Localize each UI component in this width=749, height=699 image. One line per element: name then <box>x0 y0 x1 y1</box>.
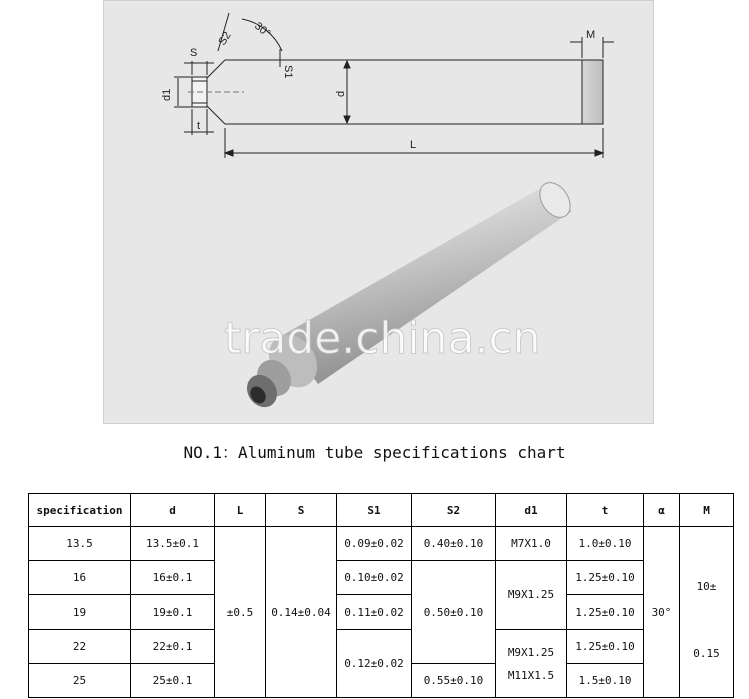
cell-d: 25±0.1 <box>131 663 215 697</box>
header-row <box>29 494 734 527</box>
header-alpha: α <box>644 494 680 527</box>
header-S: S <box>266 494 337 527</box>
header-L: L <box>215 494 266 527</box>
cell-d1: M9X1.25 <box>496 561 567 629</box>
cell-d1-line2: M11X1.5 <box>507 669 555 683</box>
dimension-labels <box>161 20 595 151</box>
tube-illustration <box>104 1 655 425</box>
cell-specification: 13.5 <box>29 527 131 561</box>
header-d1: d1 <box>496 494 567 527</box>
label-d1: d1 <box>161 88 173 101</box>
cell-d: 13.5±0.1 <box>131 527 215 561</box>
label-S: S <box>190 47 198 59</box>
header-specification: specification <box>29 494 131 527</box>
cell-t: 1.25±0.10 <box>567 561 644 595</box>
label-d: d <box>335 90 347 97</box>
table-row <box>29 595 734 629</box>
label-S1: S1 <box>282 65 294 79</box>
cell-d: 22±0.1 <box>131 629 215 663</box>
cell-M-line2: 0.15 <box>693 647 720 661</box>
figure-caption: NO.1：Aluminum tube specifications chart <box>183 443 566 462</box>
product-figure <box>103 0 654 424</box>
table-row <box>29 629 734 663</box>
cell-alpha: 30° <box>644 527 680 698</box>
header-S1: S1 <box>337 494 412 527</box>
cell-S2: 0.50±0.10 <box>412 561 496 663</box>
cell-specification: 19 <box>29 595 131 629</box>
cell-S2: 0.55±0.10 <box>412 663 496 697</box>
header-S2: S2 <box>412 494 496 527</box>
table-row <box>29 561 734 595</box>
cell-M <box>680 527 734 698</box>
label-angle: 30° <box>252 20 273 40</box>
label-S2: S2 <box>216 29 234 48</box>
table-row <box>29 527 734 561</box>
cell-d: 16±0.1 <box>131 561 215 595</box>
watermark-text: trade.china.cn <box>224 313 541 364</box>
header-M: M <box>680 494 734 527</box>
spec-table <box>28 493 734 698</box>
label-t: t <box>197 120 201 132</box>
cell-S1: 0.09±0.02 <box>337 527 412 561</box>
cell-specification: 22 <box>29 629 131 663</box>
label-M: M <box>586 29 596 41</box>
technical-drawing <box>174 13 614 158</box>
cell-specification: 16 <box>29 561 131 595</box>
label-L: L <box>410 139 417 151</box>
cell-S1: 0.10±0.02 <box>337 561 412 595</box>
header-d: d <box>131 494 215 527</box>
cell-t: 1.25±0.10 <box>567 595 644 629</box>
cell-t: 1.25±0.10 <box>567 629 644 663</box>
cell-d1: M7X1.0 <box>496 527 567 561</box>
cell-M-line1: 10± <box>696 580 717 594</box>
header-t: t <box>567 494 644 527</box>
cell-t: 1.5±0.10 <box>567 663 644 697</box>
cell-d1-line1: M9X1.25 <box>507 646 555 660</box>
cell-S1: 0.11±0.02 <box>337 595 412 629</box>
cell-d1 <box>496 629 567 697</box>
cell-S1: 0.12±0.02 <box>337 629 412 697</box>
cell-d: 19±0.1 <box>131 595 215 629</box>
cell-S2: 0.40±0.10 <box>412 527 496 561</box>
tube-render <box>241 177 577 413</box>
cell-L: ±0.5 <box>215 527 266 698</box>
cell-t: 1.0±0.10 <box>567 527 644 561</box>
cell-S: 0.14±0.04 <box>266 527 337 698</box>
cell-specification: 25 <box>29 663 131 697</box>
